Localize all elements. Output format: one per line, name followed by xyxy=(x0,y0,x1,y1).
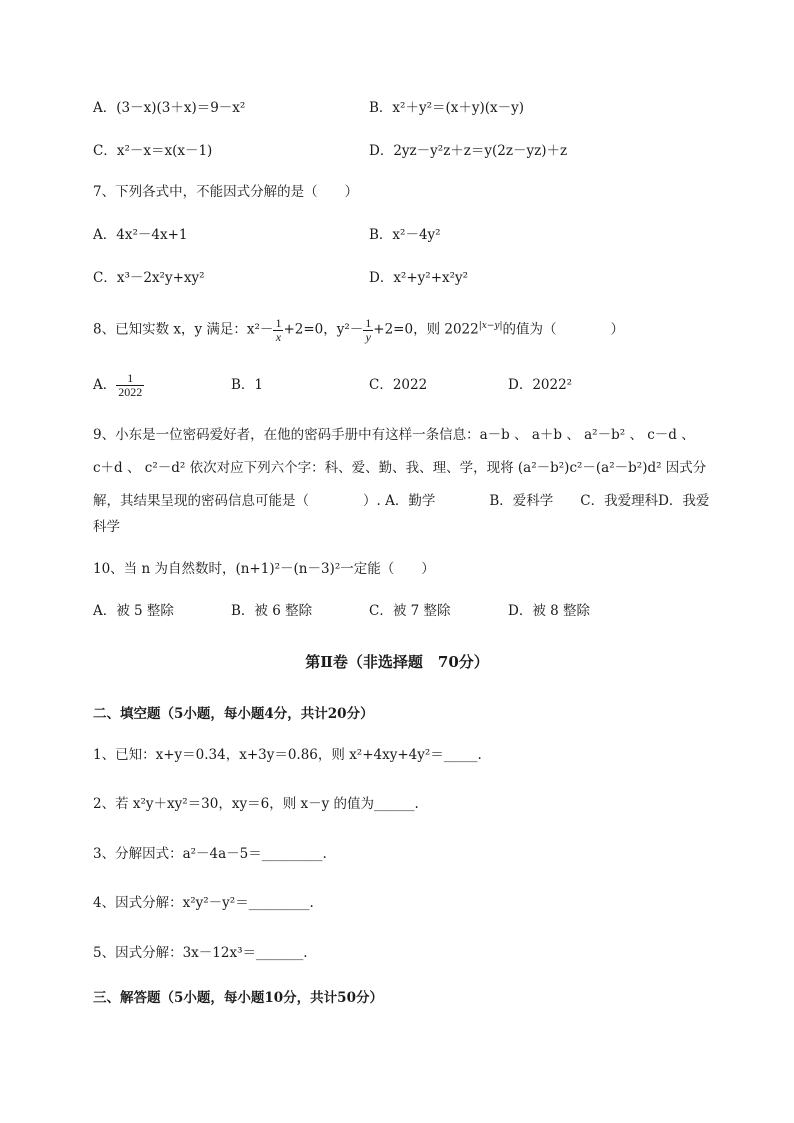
q10-stem: 10、当 n 为自然数时，(n+1)²－(n－3)²一定能（ ） xyxy=(93,561,435,577)
q8-stem-mid2: +2=0，则 2022 xyxy=(373,321,479,338)
solve-heading: 三、解答题（5小题，每小题10分，共计50分） xyxy=(93,990,383,1006)
q8-stem-suffix: 的值为（ ） xyxy=(502,321,624,338)
q8-option-a: A． $\frac{1}{2022}$ xyxy=(93,371,143,399)
q8-stem-prefix: 8、已知实数 x，y 满足：x²－ xyxy=(93,321,274,338)
q6-option-c: C．x²－x＝x(x－1) xyxy=(93,143,213,159)
fill-question-5: 5、因式分解：3x－12x³＝_______. xyxy=(93,945,308,961)
fill-question-4: 4、因式分解：x²y²－y²＝_________. xyxy=(93,895,314,911)
fill-question-2: 2、若 x²y＋xy²＝30，xy＝6，则 x－y 的值为______. xyxy=(93,796,419,812)
q6-option-a: A．(3－x)(3＋x)＝9－x² xyxy=(93,100,246,116)
q8-option-d: D．2022² xyxy=(508,377,573,393)
q6-option-d: D．2yz－y²z＋z＝y(2z－yz)＋z xyxy=(369,143,568,159)
fill-blank-heading: 二、填空题（5小题，每小题4分，共计20分） xyxy=(93,706,374,722)
q8-stem xyxy=(93,316,624,344)
q9-line-1: 9、小东是一位密码爱好者，在他的密码手册中有这样一条信息：a－b 、 a＋b 、 a²－b² 、 c－d 、 xyxy=(93,427,695,443)
q8-option-a-fraction: $\frac{1}{2022}$ xyxy=(118,371,143,399)
q9-line-3: 解，其结果呈现的密码信息可能是（ ）. A．勤学 B．爱科学 C．我爱理科D．我爱 xyxy=(93,493,710,509)
q8-exponent: |x−y| xyxy=(478,321,503,331)
q6-option-b: B．x²＋y²＝(x＋y)(x－y) xyxy=(369,100,525,116)
q10-option-d: D．被 8 整除 xyxy=(508,603,590,619)
q10-option-c: C．被 7 整除 xyxy=(369,603,451,619)
q9-line-2: c＋d 、 c²－d² 依次对应下列六个字：科、爱、勤、我、理、学，现将 (a²－b²)c²－(a²－b²)d² 因式分 xyxy=(93,460,707,476)
fill-question-1: 1、已知：x+y＝0.34，x+3y＝0.86，则 x²+4xy+4y²＝_____. xyxy=(93,747,482,763)
q7-option-b: B．x²－4y² xyxy=(369,227,441,243)
q8-option-c: C．2022 xyxy=(369,377,428,393)
q7-option-c: C．x³－2x²y+xy² xyxy=(93,270,205,286)
q10-option-b: B．被 6 整除 xyxy=(231,603,313,619)
q8-fraction-1: $\frac{1}{x}$ xyxy=(275,315,282,344)
fill-question-3: 3、分解因式：a²－4a－5＝_________. xyxy=(93,846,327,862)
q7-option-a: A．4x²－4x+1 xyxy=(93,227,188,243)
q7-option-d: D．x²+y²+x²y² xyxy=(369,270,469,286)
q8-stem-mid1: +2=0，y²－ xyxy=(283,321,364,338)
q7-stem: 7、下列各式中，不能因式分解的是（ ） xyxy=(93,184,359,200)
q10-option-a: A．被 5 整除 xyxy=(93,603,174,619)
q8-option-b: B．1 xyxy=(231,377,264,393)
q9-line-4: 科学 xyxy=(93,519,120,535)
q8-fraction-2: $\frac{1}{y}$ xyxy=(365,315,372,344)
section-2-title: 第Ⅱ卷（非选择题 70分） xyxy=(305,653,489,671)
